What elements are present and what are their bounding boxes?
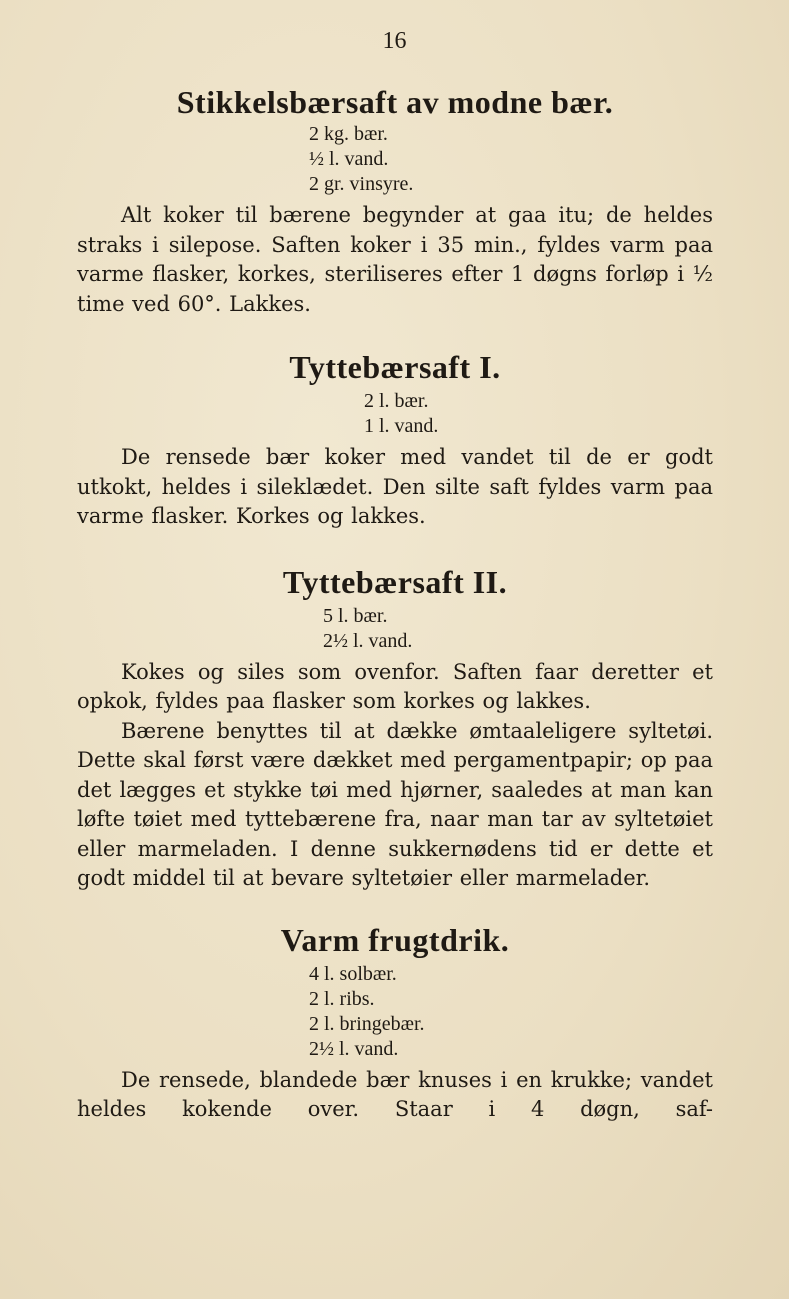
- recipe-paragraph: Bærene benyttes til at dække ømtaaleligere syltetøi. Dette skal først være dækket med pergamentpapir; op paa det lægges et stykke tøi med hjørner, saaledes at man kan løfte tøiet med tyttebærene fra, naar man tar av syltetøiet eller marmeladen. I denne sukkernødens tid er dette et godt middel til at bevare syltetøier eller marmelader.: [77, 718, 713, 890]
- ingredient: ½ l. vand.: [309, 148, 389, 170]
- recipe-paragraph: De rensede, blandede bær knuses i en krukke; vandet heldes kokende over. Staar i 4 døgn, saf-: [77, 1067, 713, 1121]
- recipe-paragraph: De rensede bær koker med vandet til de er godt utkokt, heldes i sileklædet. Den silte saft fyldes varm paa varme flasker. Korkes og lakkes.: [77, 445, 713, 528]
- ingredient-list: [77, 604, 713, 654]
- recipe-tyttebaersaft-2: [77, 564, 713, 894]
- ingredient: 2½ l. vand.: [323, 629, 413, 652]
- ingredient: 2 l. bringebær.: [309, 1012, 425, 1035]
- recipe-title: Tyttebærsaft I.: [289, 349, 501, 385]
- page-content: [77, 84, 713, 1125]
- page-number: 16: [382, 28, 407, 54]
- recipe-varm-frugtdrik: [77, 922, 713, 1125]
- recipe-paragraph: Kokes og siles som ovenfor. Saften faar deretter et opkok, fyldes paa flasker som korkes og lakkes.: [77, 659, 713, 713]
- ingredient: 2 l. ribs.: [309, 987, 375, 1010]
- ingredient: 1 l. vand.: [364, 415, 439, 437]
- recipe-title: Tyttebærsaft II.: [282, 563, 508, 600]
- ingredient-list: [77, 122, 713, 197]
- ingredient-list: [77, 962, 713, 1062]
- ingredient: 4 l. solbær.: [309, 962, 397, 985]
- recipe-stikkelsbaersaft: [77, 84, 713, 319]
- recipe-paragraph: Alt koker til bærene begynder at gaa itu; de heldes straks i silepose. Saften koker i 35 min., fyldes varm paa varme flasker, korkes, steriliseres efter 1 døgns forløp i ½ time ved 60°. Lakkes.: [77, 203, 713, 316]
- recipe-title: Stikkelsbærsaft av modne bær.: [176, 84, 614, 120]
- recipe-tyttebaersaft-1: [77, 349, 713, 532]
- ingredient: 2½ l. vand.: [309, 1037, 399, 1060]
- ingredient: 2 gr. vinsyre.: [309, 173, 414, 195]
- ingredient-list: [77, 389, 713, 439]
- ingredient: 5 l. bær.: [323, 604, 388, 627]
- ingredient: 2 kg. bær.: [309, 123, 388, 145]
- recipe-title: Varm frugtdrik.: [280, 921, 510, 958]
- ingredient: 2 l. bær.: [364, 390, 429, 412]
